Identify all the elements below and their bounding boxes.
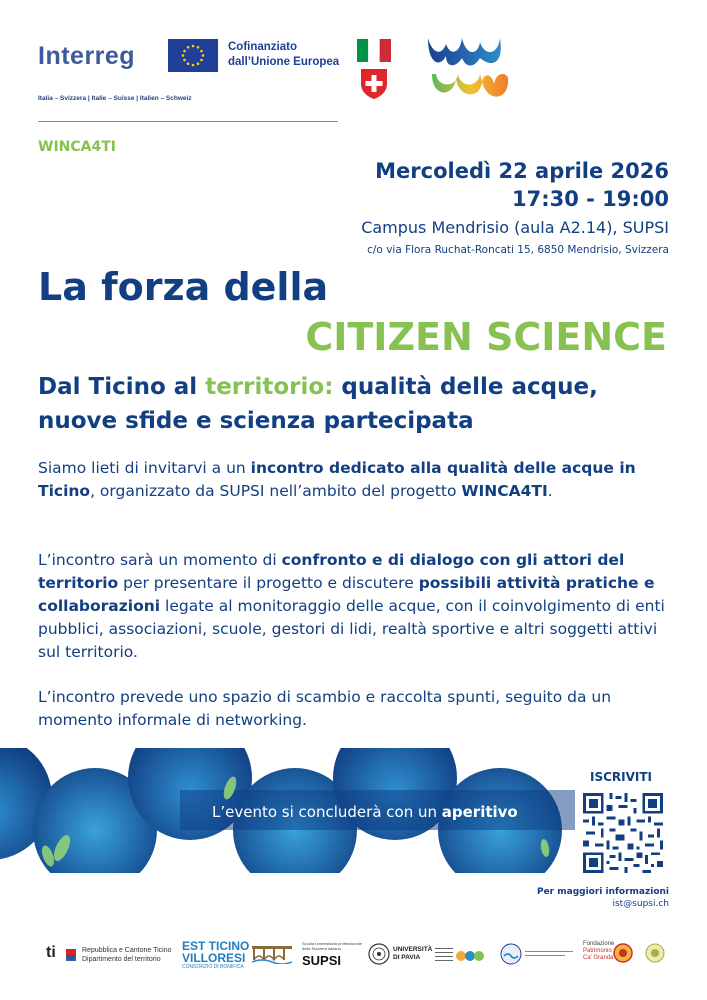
event-address: c/o via Flora Ruchat-Roncati 15, 6850 Mendrisio, Svizzera xyxy=(367,244,669,256)
cofinanziato-line1: Cofinanziato xyxy=(228,41,297,53)
aperitivo-text xyxy=(212,803,518,821)
extra-partner-logo xyxy=(645,943,665,968)
info-label: Per maggiori informazioni xyxy=(536,887,669,897)
interreg-logo: Interreg xyxy=(38,42,136,70)
event-date-time xyxy=(375,157,669,213)
subtitle-part1: Dal Ticino al xyxy=(38,374,206,400)
qr-code[interactable] xyxy=(580,790,666,876)
cofinanziato-line2: dall’Unione Europea xyxy=(228,56,340,68)
policlinico-seal-icon xyxy=(613,943,633,968)
event-time: 17:30 - 19:00 xyxy=(511,187,669,211)
info-block xyxy=(537,886,669,910)
swiss-shield-icon xyxy=(360,68,388,100)
p1-text-a: Siamo lieti di invitarvi a un xyxy=(38,459,251,477)
ticino-shield-icon xyxy=(66,948,76,966)
italy-flag-icon xyxy=(357,39,391,62)
consorzio-text: CONSORZIO DI BONIFICA xyxy=(182,964,244,970)
policlinico-line3: Ca' Granda xyxy=(583,955,614,961)
subtitle-part2: qualità delle acque, nuove sfide e scienza partecipata xyxy=(38,374,598,434)
header-divider xyxy=(38,121,338,122)
est-ticino-villoresi-logo xyxy=(182,940,249,970)
aperitivo-bold: aperitivo xyxy=(441,803,518,821)
ticino-ti-logo: ti xyxy=(46,944,56,961)
p2-text-a: L’incontro sarà un momento di xyxy=(38,551,282,569)
subtitle-highlight: territorio: xyxy=(205,374,334,400)
info-email[interactable]: ist@supsi.ch xyxy=(612,899,669,909)
iscriviti-label: ISCRIVITI xyxy=(590,770,653,784)
paragraph-2 xyxy=(38,549,670,664)
p1-text-e: . xyxy=(547,482,553,500)
pavia-seal-icon xyxy=(368,943,390,970)
cofinanziato-text xyxy=(228,40,339,70)
event-date: Mercoledì 22 aprile 2026 xyxy=(375,159,669,183)
partner-text-logo xyxy=(525,947,575,959)
villoresi-text: VILLORESI xyxy=(182,951,246,965)
countries-text: Italia – Svizzera | Italie – Suisse | Italien – Schweiz xyxy=(38,95,192,102)
project-name: WINCA4TI xyxy=(38,139,116,155)
ticino-line2: Dipartimento del territorio xyxy=(82,956,161,963)
winca-project-logo xyxy=(428,38,510,104)
title-line1: La forza della xyxy=(38,265,329,309)
footer-logos xyxy=(0,935,707,975)
policlinico-text xyxy=(583,941,614,962)
subtitle xyxy=(38,370,678,438)
est-ticino-text: EST TICINO xyxy=(182,939,250,953)
aperitivo-prefix: L’evento si concluderà con un xyxy=(212,803,442,821)
bassin-logo xyxy=(500,943,522,970)
event-location: Campus Mendrisio (aula A2.14), SUPSI xyxy=(361,218,669,237)
ticino-text xyxy=(82,946,172,964)
p1-text-c: , organizzato da SUPSI nell’ambito del progetto xyxy=(90,482,462,500)
policlinico-line2: Patrimonio xyxy=(583,948,612,954)
p2-text-d: possibili attività pratiche e collaborazioni xyxy=(38,574,655,615)
p2-text-e: legate al monitoraggio delle acque, con il coinvolgimento di enti pubblici, associazioni, scuole, gestori di lidi, realtà sportive e altri soggetti attivi sul territorio. xyxy=(38,597,665,661)
paragraph-1 xyxy=(38,457,670,503)
bridge-icon xyxy=(252,942,292,969)
p2-text-c: per presentare il progetto e discutere xyxy=(118,574,419,592)
eu-flag-icon xyxy=(168,39,218,72)
p1-text-b: incontro dedicato alla qualità delle acque in Ticino xyxy=(38,459,636,500)
supsi-subtitle: Scuola universitaria professionale della Svizzera italiana xyxy=(302,941,362,951)
pavia-text xyxy=(393,946,432,962)
p1-text-d: WINCA4TI xyxy=(461,482,548,500)
pavia-line1: UNIVERSITÀ xyxy=(393,946,433,953)
p2-text-b: confronto e di dialogo con gli attori del territorio xyxy=(38,551,625,592)
paragraph-3: L’incontro prevede uno spazio di scambio e raccolta spunti, seguito da un momento informale di networking. xyxy=(38,688,612,729)
ticino-line1: Repubblica e Cantone Ticino xyxy=(82,947,172,954)
pavia-line2: DI PAVIA xyxy=(393,954,421,961)
title-line2: CITIZEN SCIENCE xyxy=(305,315,667,359)
policlinico-line1: Fondazione xyxy=(583,941,615,947)
dastu-logo xyxy=(435,944,489,971)
supsi-logo: SUPSI xyxy=(302,953,342,968)
